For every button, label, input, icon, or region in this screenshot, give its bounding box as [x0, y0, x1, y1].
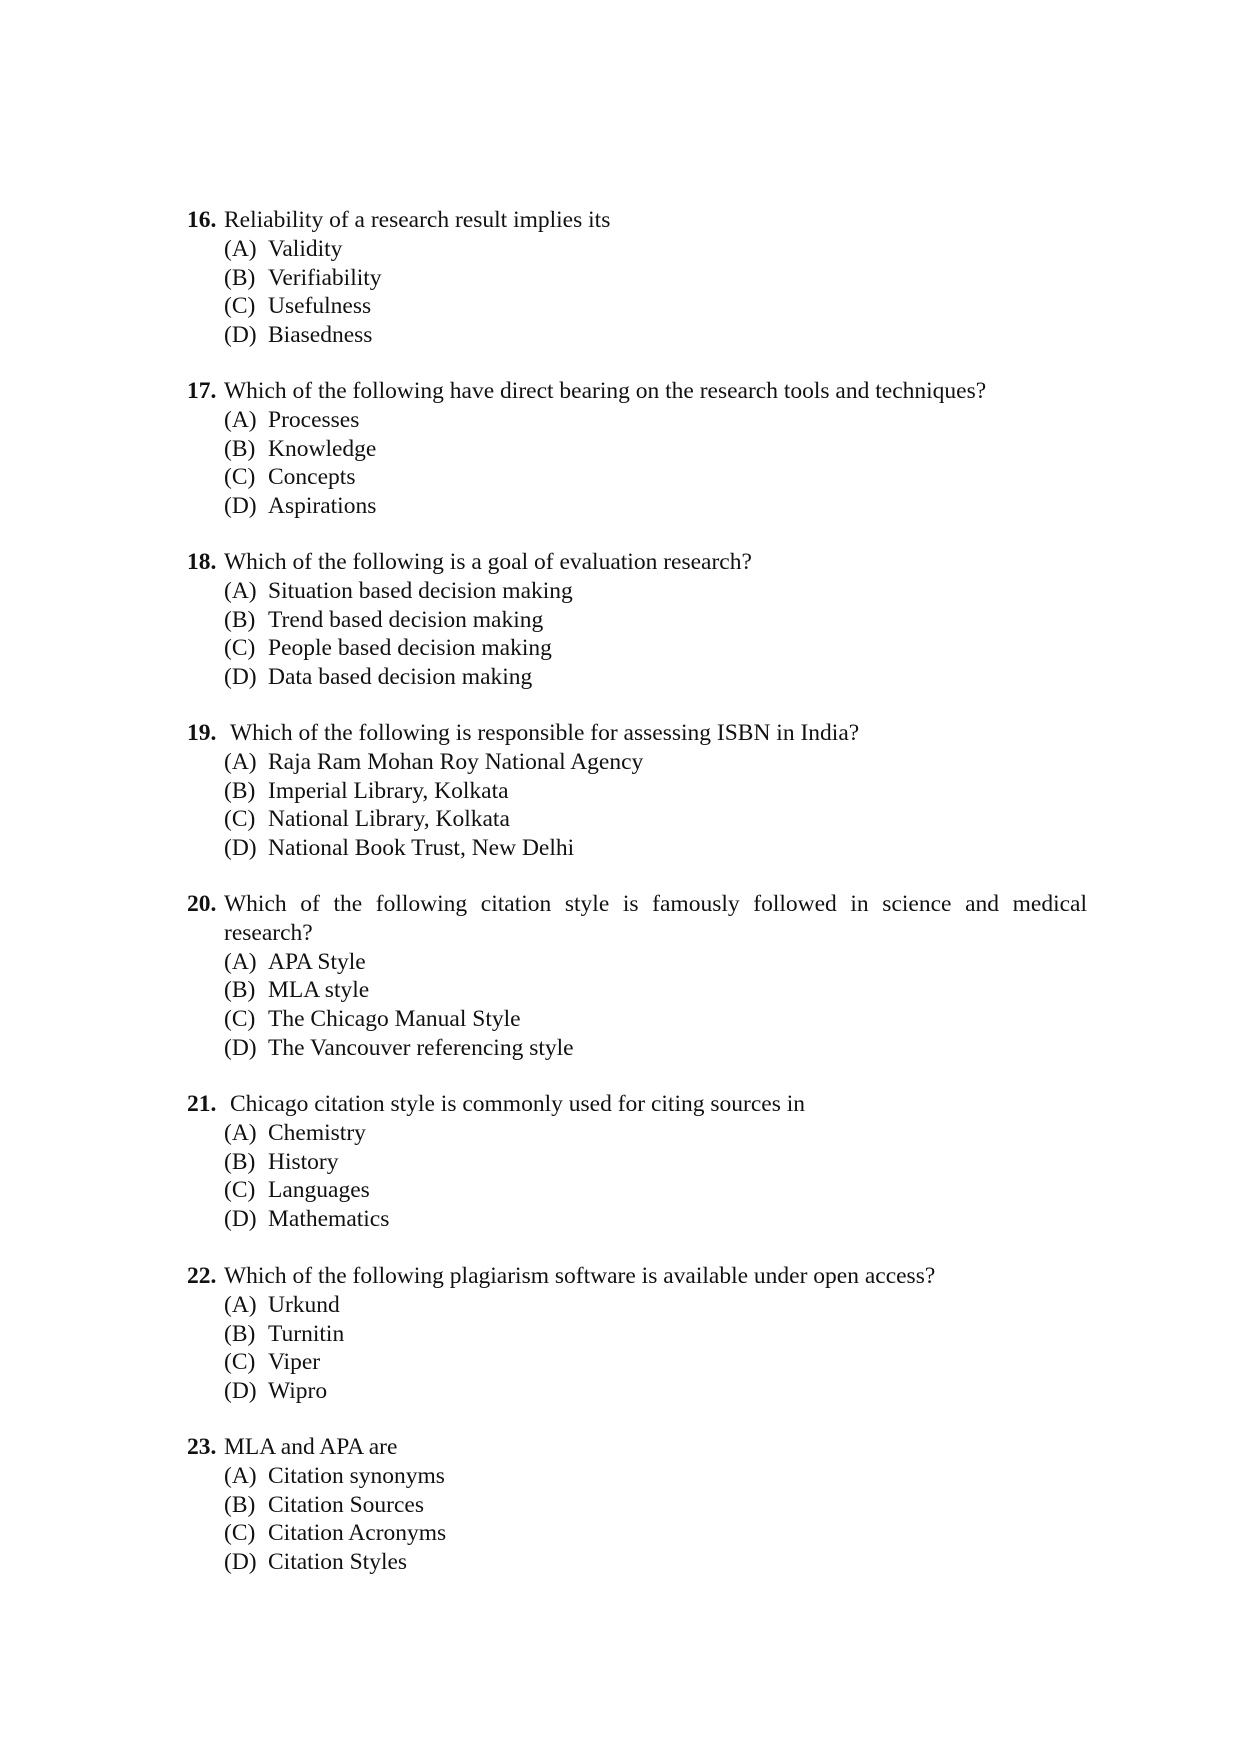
option-text: Mathematics: [268, 1206, 390, 1233]
option-a: [187, 748, 1087, 777]
option-c: [187, 463, 1087, 492]
question-stem: Which of the following citation style is famously followed in science and medical research?: [224, 891, 1087, 946]
option-text: Imperial Library, Kolkata: [268, 777, 509, 804]
option-letter: (D): [224, 493, 257, 520]
question-23-text: [187, 1433, 1087, 1462]
option-b: [187, 777, 1087, 806]
option-b: [187, 976, 1087, 1005]
question-18-text: [187, 548, 1087, 577]
option-text: MLA style: [268, 977, 370, 1004]
option-text: Verifiability: [268, 264, 382, 291]
question-20: [187, 890, 1087, 1063]
option-text: APA Style: [268, 948, 366, 975]
option-a: [187, 1462, 1087, 1491]
option-c: [187, 1176, 1087, 1205]
option-text: Chemistry: [268, 1119, 366, 1146]
option-b: [187, 1320, 1087, 1349]
option-letter: (B): [224, 977, 256, 1004]
option-letter: (C): [224, 1006, 256, 1033]
question-number: 21.: [187, 1091, 217, 1117]
option-letter: (A): [224, 948, 257, 975]
question-16-text: [187, 206, 1087, 235]
option-a: [187, 1291, 1087, 1320]
option-d: [187, 663, 1087, 692]
question-number: 20.: [187, 891, 217, 917]
option-letter: (C): [224, 1177, 256, 1204]
option-a: [187, 406, 1087, 435]
question-17: [187, 377, 1087, 521]
option-text: History: [268, 1148, 339, 1175]
option-letter: (D): [224, 664, 257, 691]
option-text: The Chicago Manual Style: [268, 1006, 521, 1033]
option-text: Languages: [268, 1177, 370, 1204]
option-letter: (A): [224, 1462, 257, 1489]
option-c: [187, 1348, 1087, 1377]
question-17-text: [187, 377, 1087, 406]
option-letter: (B): [224, 1148, 256, 1175]
question-number: 19.: [187, 720, 217, 746]
option-text: The Vancouver referencing style: [268, 1034, 574, 1061]
option-letter: (B): [224, 1320, 256, 1347]
option-text: Usefulness: [268, 293, 372, 320]
option-letter: (D): [224, 1378, 257, 1405]
option-letter: (D): [224, 1206, 257, 1233]
option-a: [187, 948, 1087, 977]
question-stem: Which of the following is a goal of evaluation research?: [224, 549, 752, 575]
option-c: [187, 1005, 1087, 1034]
option-d: [187, 321, 1087, 350]
option-b: [187, 1491, 1087, 1520]
option-text: Situation based decision making: [268, 577, 573, 604]
option-c: [187, 1519, 1087, 1548]
option-letter: (B): [224, 777, 256, 804]
option-text: Citation Styles: [268, 1549, 408, 1576]
option-letter: (D): [224, 1549, 257, 1576]
option-letter: (A): [224, 406, 257, 433]
option-d: [187, 1034, 1087, 1063]
option-letter: (A): [224, 748, 257, 775]
question-stem: Which of the following plagiarism software is available under open access?: [224, 1263, 936, 1289]
option-letter: (C): [224, 635, 256, 662]
question-number: 18.: [187, 549, 217, 575]
question-stem: Chicago citation style is commonly used for citing sources in: [230, 1091, 805, 1117]
option-text: Processes: [268, 406, 360, 433]
option-text: Validity: [268, 235, 343, 262]
question-stem: MLA and APA are: [224, 1434, 398, 1460]
option-d: [187, 1205, 1087, 1234]
option-c: [187, 805, 1087, 834]
option-d: [187, 1377, 1087, 1406]
question-18: [187, 548, 1087, 692]
question-22: [187, 1262, 1087, 1406]
option-a: [187, 235, 1087, 264]
option-letter: (D): [224, 1034, 257, 1061]
option-letter: (C): [224, 464, 256, 491]
option-text: Concepts: [268, 464, 356, 491]
option-letter: (C): [224, 293, 256, 320]
option-text: Citation Acronyms: [268, 1520, 447, 1547]
question-stem: Which of the following have direct bearing on the research tools and techniques?: [224, 378, 987, 404]
option-letter: (B): [224, 1491, 256, 1518]
option-letter: (D): [224, 835, 257, 862]
option-text: Knowledge: [268, 435, 377, 462]
question-19-text: [187, 719, 1087, 748]
option-d: [187, 492, 1087, 521]
option-c: [187, 292, 1087, 321]
question-21-text: [187, 1090, 1087, 1119]
option-letter: (A): [224, 1119, 257, 1146]
option-text: Biasedness: [268, 322, 373, 349]
question-19: [187, 719, 1087, 863]
question-stem: Reliability of a research result implies its: [224, 207, 611, 233]
option-b: [187, 1148, 1087, 1177]
option-b: [187, 606, 1087, 635]
option-letter: (C): [224, 1520, 256, 1547]
option-a: [187, 1119, 1087, 1148]
option-letter: (A): [224, 1291, 257, 1318]
option-b: [187, 435, 1087, 464]
question-number: 23.: [187, 1434, 217, 1460]
option-d: [187, 834, 1087, 863]
question-stem: Which of the following is responsible for assessing ISBN in India?: [230, 720, 860, 746]
option-text: Raja Ram Mohan Roy National Agency: [268, 748, 644, 775]
option-text: Citation synonyms: [268, 1462, 445, 1489]
option-text: Viper: [268, 1349, 321, 1376]
option-a: [187, 577, 1087, 606]
option-text: Turnitin: [268, 1320, 345, 1347]
question-22-text: [187, 1262, 1087, 1291]
option-c: [187, 634, 1087, 663]
option-letter: (B): [224, 435, 256, 462]
option-text: People based decision making: [268, 635, 552, 662]
option-letter: (C): [224, 806, 256, 833]
option-letter: (A): [224, 577, 257, 604]
question-23: [187, 1433, 1087, 1577]
question-number: 16.: [187, 207, 217, 233]
option-text: Citation Sources: [268, 1491, 424, 1518]
option-text: National Book Trust, New Delhi: [268, 835, 575, 862]
option-text: National Library, Kolkata: [268, 806, 510, 833]
option-text: Data based decision making: [268, 664, 533, 691]
option-letter: (A): [224, 235, 257, 262]
option-letter: (D): [224, 322, 257, 349]
question-16: [187, 206, 1087, 350]
option-text: Aspirations: [268, 493, 377, 520]
question-number: 22.: [187, 1263, 217, 1289]
question-21: [187, 1090, 1087, 1234]
option-letter: (C): [224, 1349, 256, 1376]
question-20-text: [187, 890, 1087, 948]
option-d: [187, 1548, 1087, 1577]
question-number: 17.: [187, 378, 217, 404]
option-text: Wipro: [268, 1378, 328, 1405]
option-letter: (B): [224, 264, 256, 291]
option-text: Urkund: [268, 1291, 340, 1318]
option-text: Trend based decision making: [268, 606, 544, 633]
option-letter: (B): [224, 606, 256, 633]
option-b: [187, 264, 1087, 293]
